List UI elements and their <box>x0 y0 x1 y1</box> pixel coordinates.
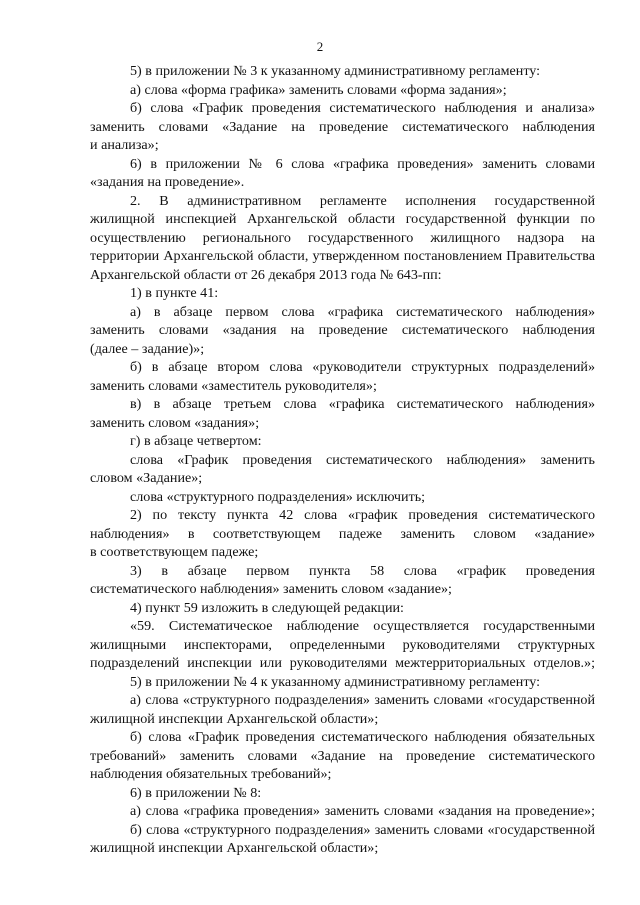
text-line: слова «структурного подразделения» исключить; <box>130 488 426 505</box>
text-line: а) слова «форма графика» заменить словами «форма задания»; <box>130 81 507 98</box>
text-line: 5) в приложении № 3 к указанному административному регламенту: <box>130 63 541 79</box>
text-line: территории Архангельской области, утвержденном постановлением Правительства <box>90 248 595 264</box>
text-line: 1) в пункте 41: <box>130 285 219 301</box>
text-line: в соответствующем падеже; <box>90 544 259 560</box>
text-line: (далее – задание)»; <box>90 340 205 357</box>
text-line: 4) пункт 59 изложить в следующей редакции: <box>130 599 404 616</box>
document-body <box>90 62 595 858</box>
text-line: 6) в приложении № 8: <box>130 784 262 801</box>
text-line: наблюдения» в соответствующем падеже заменить словом «задание» <box>90 525 595 542</box>
text-line: подразделений инспекции или руководителями межтерриториальных отделов.»; <box>90 655 595 671</box>
text-line: г) в абзаце четвертом: <box>130 433 262 449</box>
text-line: осуществлению регионального государственного жилищного надзора на <box>90 229 595 246</box>
text-line: а) в абзаце первом слова «графика систематического наблюдения» <box>130 303 595 320</box>
text-line: систематического наблюдения» заменить словом «задание»; <box>90 581 452 597</box>
text-line: 5) в приложении № 4 к указанному административному регламенту: <box>130 673 541 690</box>
text-line: заменить словами «заместитель руководителя»; <box>90 377 377 394</box>
text-line: б) слова «График проведения систематического наблюдения и анализа» <box>130 100 595 116</box>
text-line: требований» заменить словами «Задание на проведение систематического <box>90 747 595 764</box>
text-line: жилищной инспекцией Архангельской области государственной функции по <box>90 211 595 227</box>
text-line: б) в абзаце втором слова «руководители структурных подразделений» <box>130 359 595 375</box>
text-line: заменить словами «задания на проведение систематического наблюдения <box>90 322 595 338</box>
page-number: 2 <box>316 39 324 54</box>
text-line: и анализа»; <box>90 137 159 153</box>
text-line: заменить словом «задания»; <box>90 414 260 431</box>
text-line: словом «Задание»; <box>90 470 203 486</box>
text-line: 6) в приложении № 6 слова «графика проведения» заменить словами <box>130 155 595 172</box>
text-line: а) слова «структурного подразделения» заменить словами «государственной <box>130 692 595 708</box>
text-line: жилищной инспекции Архангельской области»; <box>90 710 379 727</box>
text-line: Архангельской области от 26 декабря 2013 года № 643-пп: <box>90 266 442 283</box>
text-line: б) слова «структурного подразделения» заменить словами «государственной <box>130 821 595 838</box>
text-line: «59. Систематическое наблюдение осуществляется государственными <box>130 618 595 634</box>
text-line: 3) в абзаце первом пункта 58 слова «график проведения <box>130 562 595 579</box>
text-line: б) слова «График проведения систематического наблюдения обязательных <box>130 729 595 745</box>
text-line: «задания на проведение». <box>90 174 245 190</box>
text-line: 2. В административном регламенте исполнения государственной <box>130 192 595 209</box>
text-line: а) слова «графика проведения» заменить словами «задания на проведение»; <box>130 803 595 819</box>
text-line: жилищными инспекторами, определенными руководителями структурных <box>90 636 595 653</box>
text-line: заменить словами «Задание на проведение систематического наблюдения <box>90 118 595 135</box>
text-line: в) в абзаце третьем слова «графика систематического наблюдения» <box>130 396 595 412</box>
text-line: жилищной инспекции Архангельской области»; <box>90 840 379 856</box>
text-line: слова «График проведения систематического наблюдения» заменить <box>130 451 595 468</box>
text-line: наблюдения обязательных требований»; <box>90 766 332 782</box>
text-line: 2) по тексту пункта 42 слова «график проведения систематического <box>130 507 595 523</box>
